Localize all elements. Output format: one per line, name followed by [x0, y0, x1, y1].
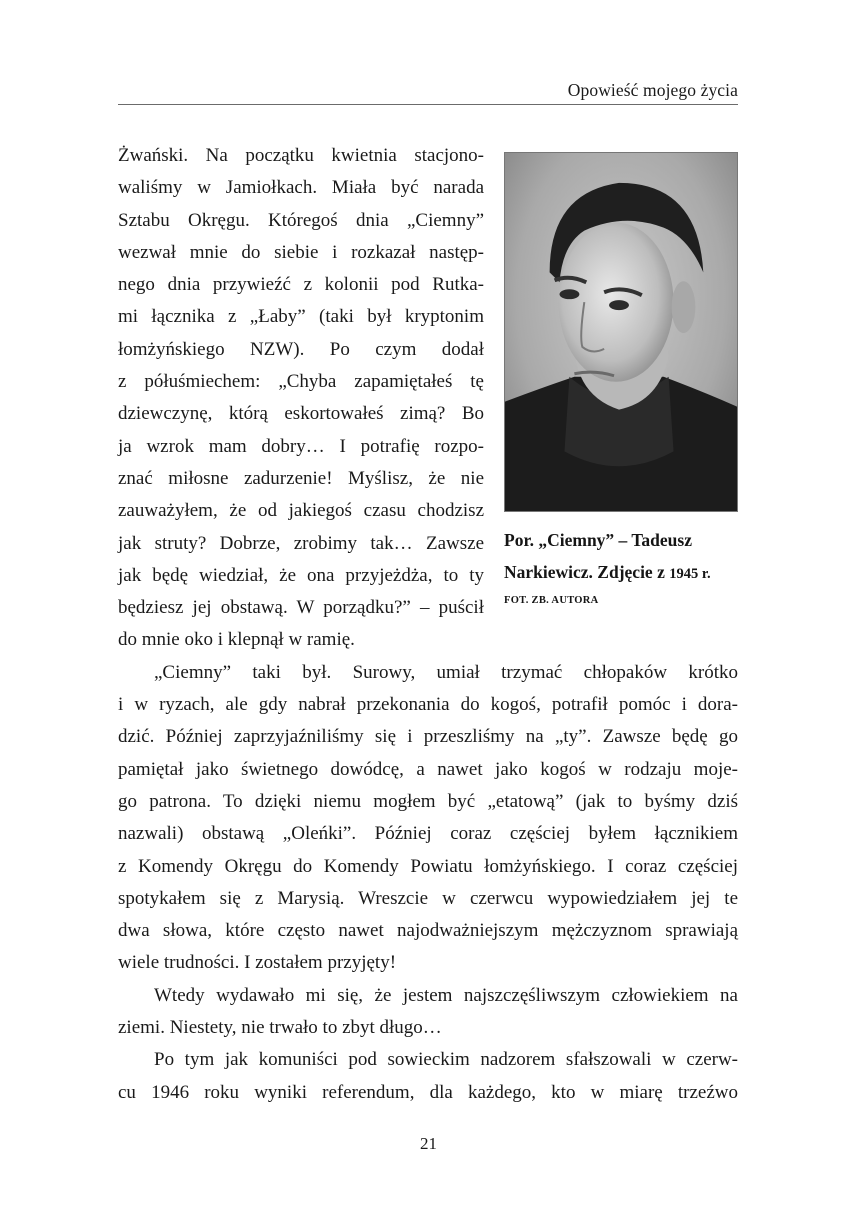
text-line: do mnie oko i klepnął w ramię.: [118, 629, 355, 651]
portrait-photo: [504, 152, 738, 512]
portrait-photo-icon: [505, 153, 737, 511]
text-line: ziemi. Niestety, nie trwało to zbyt długo…: [118, 1017, 442, 1039]
text-line: będziesz jej obstawą. W porządku?” – puścił: [118, 597, 484, 619]
text-line: dzić. Później zaprzyjaźniliśmy się i przeszliśmy na „ty”. Zawsze będę go: [118, 726, 738, 748]
text-line: znać miłosne zadurzenie! Myślisz, że nie: [118, 467, 484, 489]
text-line: zauważyłem, że od jakiegoś czasu chodzisz: [118, 500, 484, 522]
text-line: z półuśmiechem: „Chyba zapamiętałeś tę: [118, 371, 484, 393]
header-rule: [118, 104, 738, 105]
text-line: Sztabu Okręgu. Któregoś dnia „Ciemny”: [118, 209, 484, 231]
text-line: nazwali) obstawą „Oleńki”. Później coraz częściej byłem łącznikiem: [118, 823, 738, 845]
text-line: ja wzrok mam dobry… I potrafię rozpo-: [118, 435, 484, 457]
text-line: jak będę wiedział, że ona przyjeżdża, to ty: [118, 564, 484, 586]
text-line: nego dnia przywieźć z kolonii pod Rutka-: [118, 274, 484, 296]
text-line: mi łącznika z „Łaby” (taki był kryptonim: [118, 306, 484, 328]
paragraph-start-line: Po tym jak komuniści pod sowieckim nadzorem sfałszowali w czerw-: [154, 1049, 738, 1071]
text-line: łomżyńskiego NZW). Po czym dodał: [118, 338, 484, 360]
text-line: waliśmy w Jamiołkach. Miała być narada: [118, 177, 484, 199]
page-number: 21: [420, 1134, 437, 1153]
text-line: go patrona. To dzięki niemu mogłem być „etatową” (jak to byśmy dziś: [118, 790, 738, 812]
text-line: z Komendy Okręgu do Komendy Powiatu łomżyńskiego. I coraz częściej: [118, 855, 738, 877]
text-line: dziewczynę, którą eskortowałeś zimą? Bo: [118, 403, 484, 425]
text-line: Żwański. Na początku kwietnia stacjono-: [118, 145, 484, 166]
text-line: dwa słowa, które często nawet najodważniejszym mężczyznom sprawiają: [118, 920, 738, 942]
caption-line-1: Por. „Ciemny” – Tadeusz: [504, 530, 692, 550]
text-line: pamiętał jako świetnego dowódcę, a nawet jako kogoś w rodzaju moje-: [118, 758, 738, 780]
caption-subject: Narkiewicz. Zdjęcie z: [504, 562, 670, 582]
text-line: spotykałem się z Marysią. Wreszcie w czerwcu wypowiedziałem jej te: [118, 887, 738, 909]
caption-year: 1945 r.: [669, 566, 711, 582]
paragraph-start-line: „Ciemny” taki był. Surowy, umiał trzymać chłopaków krótko: [154, 661, 738, 683]
text-line: jak struty? Dobrze, zrobimy tak… Zawsze: [118, 532, 484, 554]
photo-credit: FOT. ZB. AUTORA: [504, 595, 599, 606]
caption-line-2: [504, 556, 744, 590]
running-head: Opowieść mojego życia: [567, 80, 738, 100]
photo-caption: [504, 524, 744, 590]
text-line: cu 1946 roku wyniki referendum, dla każdego, kto w miarę trzeźwo: [118, 1081, 738, 1103]
text-line: wiele trudności. I zostałem przyjęty!: [118, 952, 397, 974]
text-line: wezwał mnie do siebie i rozkazał następ-: [118, 241, 484, 263]
paragraph-start-line: Wtedy wydawało mi się, że jestem najszczęśliwszym człowiekiem na: [154, 984, 738, 1006]
text-line: i w ryzach, ale gdy nabrał przekonania do kogoś, potrafił pomóc i dora-: [118, 694, 738, 716]
